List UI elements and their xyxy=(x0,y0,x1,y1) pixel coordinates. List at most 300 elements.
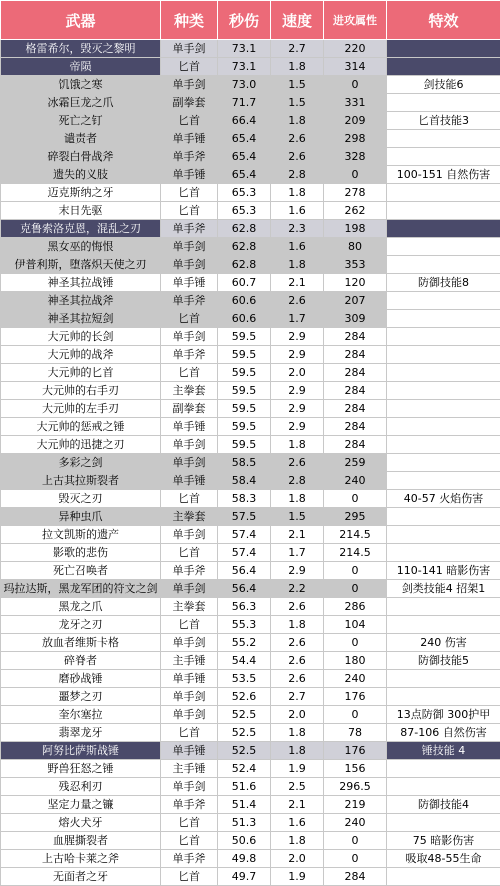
weapon-name-cell: 奎尔塞拉 xyxy=(1,706,161,724)
weapon-name-cell: 翡翠龙牙 xyxy=(1,724,161,742)
speed-cell: 1.8 xyxy=(271,256,324,274)
dps-cell: 59.5 xyxy=(218,346,271,364)
speed-cell: 1.8 xyxy=(271,832,324,850)
table-row xyxy=(1,364,500,382)
dps-cell: 65.3 xyxy=(218,202,271,220)
weapon-name-cell: 黑女巫的悔恨 xyxy=(1,238,161,256)
weapon-name-cell: 放血者维斯卡格 xyxy=(1,634,161,652)
dps-cell: 49.7 xyxy=(218,868,271,886)
dps-cell: 65.3 xyxy=(218,184,271,202)
header-attack: 进攻属性 xyxy=(324,1,387,40)
weapon-type-cell: 匕首 xyxy=(161,490,218,508)
weapon-name-cell: 坚定力量之镰 xyxy=(1,796,161,814)
weapon-name-cell: 大元帅的长剑 xyxy=(1,328,161,346)
dps-cell: 52.5 xyxy=(218,706,271,724)
table-row xyxy=(1,418,500,436)
table-row xyxy=(1,580,500,598)
weapon-name-cell: 神圣其拉战斧 xyxy=(1,292,161,310)
weapon-name-cell: 熔火犬牙 xyxy=(1,814,161,832)
table-row xyxy=(1,814,500,832)
weapon-type-cell: 单手剑 xyxy=(161,526,218,544)
speed-cell: 1.9 xyxy=(271,760,324,778)
dps-cell: 52.5 xyxy=(218,742,271,760)
weapon-name-cell: 黑龙之爪 xyxy=(1,598,161,616)
attack-cell: 176 xyxy=(324,688,387,706)
speed-cell: 1.5 xyxy=(271,76,324,94)
attack-cell: 104 xyxy=(324,616,387,634)
attack-cell: 0 xyxy=(324,562,387,580)
attack-cell: 328 xyxy=(324,148,387,166)
attack-cell: 214.5 xyxy=(324,526,387,544)
weapon-type-cell: 单手剑 xyxy=(161,454,218,472)
weapon-name-cell: 末日先驱 xyxy=(1,202,161,220)
weapon-type-cell: 单手锤 xyxy=(161,130,218,148)
dps-cell: 51.6 xyxy=(218,778,271,796)
dps-cell: 62.8 xyxy=(218,220,271,238)
weapon-type-cell: 单手剑 xyxy=(161,580,218,598)
table-row xyxy=(1,346,500,364)
speed-cell: 2.1 xyxy=(271,526,324,544)
weapon-type-cell: 匕首 xyxy=(161,364,218,382)
effect-cell: 240 伤害 xyxy=(387,634,500,652)
effect-cell xyxy=(387,544,500,562)
table-row xyxy=(1,544,500,562)
speed-cell: 2.6 xyxy=(271,130,324,148)
effect-cell xyxy=(387,688,500,706)
effect-cell xyxy=(387,184,500,202)
table-row xyxy=(1,562,500,580)
dps-cell: 73.1 xyxy=(218,40,271,58)
header-row xyxy=(1,1,500,40)
weapon-name-cell: 磨砂战锤 xyxy=(1,670,161,688)
attack-cell: 78 xyxy=(324,724,387,742)
weapon-type-cell: 单手斧 xyxy=(161,562,218,580)
speed-cell: 1.8 xyxy=(271,58,324,76)
attack-cell: 0 xyxy=(324,580,387,598)
speed-cell: 2.6 xyxy=(271,454,324,472)
effect-cell xyxy=(387,526,500,544)
dps-cell: 49.8 xyxy=(218,850,271,868)
attack-cell: 284 xyxy=(324,328,387,346)
weapon-type-cell: 单手斧 xyxy=(161,148,218,166)
dps-cell: 56.3 xyxy=(218,598,271,616)
effect-cell xyxy=(387,58,500,76)
speed-cell: 1.5 xyxy=(271,94,324,112)
attack-cell: 259 xyxy=(324,454,387,472)
dps-cell: 59.5 xyxy=(218,400,271,418)
weapon-type-cell: 单手锤 xyxy=(161,418,218,436)
attack-cell: 298 xyxy=(324,130,387,148)
weapon-name-cell: 大元帅的匕首 xyxy=(1,364,161,382)
weapon-type-cell: 单手剑 xyxy=(161,256,218,274)
attack-cell: 180 xyxy=(324,652,387,670)
effect-cell xyxy=(387,130,500,148)
dps-cell: 51.4 xyxy=(218,796,271,814)
effect-cell: 匕首技能3 xyxy=(387,112,500,130)
weapon-type-cell: 主手锤 xyxy=(161,760,218,778)
effect-cell: 40-57 火焰伤害 xyxy=(387,490,500,508)
effect-cell xyxy=(387,364,500,382)
speed-cell: 1.7 xyxy=(271,544,324,562)
attack-cell: 0 xyxy=(324,850,387,868)
speed-cell: 2.6 xyxy=(271,634,324,652)
dps-cell: 73.1 xyxy=(218,58,271,76)
effect-cell xyxy=(387,292,500,310)
effect-cell: 剑技能6 xyxy=(387,76,500,94)
effect-cell xyxy=(387,40,500,58)
dps-cell: 57.4 xyxy=(218,544,271,562)
dps-cell: 59.5 xyxy=(218,418,271,436)
speed-cell: 2.3 xyxy=(271,220,324,238)
attack-cell: 219 xyxy=(324,796,387,814)
weapon-type-cell: 单手锤 xyxy=(161,166,218,184)
table-row xyxy=(1,382,500,400)
weapon-name-cell: 无面者之牙 xyxy=(1,868,161,886)
header-effect: 特效 xyxy=(387,1,500,40)
table-row xyxy=(1,850,500,868)
table-row xyxy=(1,526,500,544)
effect-cell xyxy=(387,94,500,112)
dps-cell: 66.4 xyxy=(218,112,271,130)
effect-cell xyxy=(387,238,500,256)
weapon-type-cell: 主手锤 xyxy=(161,652,218,670)
attack-cell: 309 xyxy=(324,310,387,328)
weapon-name-cell: 大元帅的惩戒之锤 xyxy=(1,418,161,436)
dps-cell: 56.4 xyxy=(218,580,271,598)
table-row xyxy=(1,292,500,310)
effect-cell xyxy=(387,400,500,418)
effect-cell: 剑类技能4 招架1 xyxy=(387,580,500,598)
speed-cell: 1.8 xyxy=(271,742,324,760)
effect-cell xyxy=(387,202,500,220)
effect-cell xyxy=(387,670,500,688)
effect-cell xyxy=(387,328,500,346)
table-row xyxy=(1,328,500,346)
effect-cell xyxy=(387,814,500,832)
dps-cell: 62.8 xyxy=(218,256,271,274)
weapon-name-cell: 饥饿之寒 xyxy=(1,76,161,94)
table-row xyxy=(1,400,500,418)
weapon-name-cell: 死亡之钉 xyxy=(1,112,161,130)
weapon-type-cell: 单手斧 xyxy=(161,346,218,364)
weapon-type-cell: 匕首 xyxy=(161,58,218,76)
dps-cell: 60.6 xyxy=(218,292,271,310)
attack-cell: 176 xyxy=(324,742,387,760)
weapon-type-cell: 匕首 xyxy=(161,616,218,634)
weapon-name-cell: 神圣其拉战锤 xyxy=(1,274,161,292)
weapon-type-cell: 单手剑 xyxy=(161,40,218,58)
weapon-name-cell: 野兽狂怒之锤 xyxy=(1,760,161,778)
table-row xyxy=(1,220,500,238)
attack-cell: 198 xyxy=(324,220,387,238)
dps-cell: 55.2 xyxy=(218,634,271,652)
table-row xyxy=(1,652,500,670)
effect-cell xyxy=(387,616,500,634)
attack-cell: 0 xyxy=(324,634,387,652)
weapon-type-cell: 匕首 xyxy=(161,724,218,742)
dps-cell: 51.3 xyxy=(218,814,271,832)
effect-cell: 87-106 自然伤害 xyxy=(387,724,500,742)
weapon-name-cell: 大元帅的左手刃 xyxy=(1,400,161,418)
weapon-type-cell: 单手锤 xyxy=(161,670,218,688)
table-row xyxy=(1,94,500,112)
attack-cell: 240 xyxy=(324,814,387,832)
effect-cell: 防御技能4 xyxy=(387,796,500,814)
dps-cell: 59.5 xyxy=(218,328,271,346)
weapon-type-cell: 单手剑 xyxy=(161,688,218,706)
table-row xyxy=(1,184,500,202)
weapon-type-cell: 主拳套 xyxy=(161,508,218,526)
effect-cell xyxy=(387,868,500,886)
attack-cell: 156 xyxy=(324,760,387,778)
weapon-type-cell: 单手锤 xyxy=(161,742,218,760)
dps-cell: 59.5 xyxy=(218,382,271,400)
dps-cell: 52.5 xyxy=(218,724,271,742)
speed-cell: 2.6 xyxy=(271,670,324,688)
attack-cell: 80 xyxy=(324,238,387,256)
table-row xyxy=(1,436,500,454)
attack-cell: 284 xyxy=(324,868,387,886)
table-row xyxy=(1,598,500,616)
weapon-name-cell: 碎裂白骨战斧 xyxy=(1,148,161,166)
speed-cell: 1.6 xyxy=(271,814,324,832)
weapon-type-cell: 单手剑 xyxy=(161,634,218,652)
attack-cell: 284 xyxy=(324,382,387,400)
speed-cell: 1.8 xyxy=(271,184,324,202)
effect-cell xyxy=(387,256,500,274)
attack-cell: 278 xyxy=(324,184,387,202)
table-row xyxy=(1,778,500,796)
weapon-type-cell: 匕首 xyxy=(161,544,218,562)
attack-cell: 207 xyxy=(324,292,387,310)
header-weapon: 武器 xyxy=(1,1,161,40)
dps-cell: 58.4 xyxy=(218,472,271,490)
table-row xyxy=(1,310,500,328)
speed-cell: 2.9 xyxy=(271,400,324,418)
effect-cell: 110-141 暗影伤害 xyxy=(387,562,500,580)
speed-cell: 1.8 xyxy=(271,112,324,130)
attack-cell: 284 xyxy=(324,400,387,418)
attack-cell: 284 xyxy=(324,346,387,364)
speed-cell: 2.0 xyxy=(271,364,324,382)
dps-cell: 53.5 xyxy=(218,670,271,688)
speed-cell: 2.6 xyxy=(271,652,324,670)
table-row xyxy=(1,112,500,130)
speed-cell: 1.8 xyxy=(271,490,324,508)
weapon-type-cell: 匕首 xyxy=(161,868,218,886)
effect-cell xyxy=(387,760,500,778)
weapon-type-cell: 单手剑 xyxy=(161,778,218,796)
speed-cell: 2.7 xyxy=(271,40,324,58)
table-row xyxy=(1,634,500,652)
speed-cell: 2.6 xyxy=(271,598,324,616)
dps-cell: 52.4 xyxy=(218,760,271,778)
speed-cell: 1.8 xyxy=(271,616,324,634)
weapon-type-cell: 匕首 xyxy=(161,112,218,130)
weapon-type-cell: 单手剑 xyxy=(161,238,218,256)
speed-cell: 2.9 xyxy=(271,418,324,436)
effect-cell xyxy=(387,598,500,616)
weapon-name-cell: 拉文凯斯的遗产 xyxy=(1,526,161,544)
attack-cell: 240 xyxy=(324,670,387,688)
speed-cell: 2.1 xyxy=(271,274,324,292)
dps-cell: 54.4 xyxy=(218,652,271,670)
weapon-type-cell: 匕首 xyxy=(161,814,218,832)
attack-cell: 295 xyxy=(324,508,387,526)
table-row xyxy=(1,148,500,166)
effect-cell: 吸取48-55生命 xyxy=(387,850,500,868)
speed-cell: 1.9 xyxy=(271,868,324,886)
weapon-name-cell: 死亡召唤者 xyxy=(1,562,161,580)
weapon-name-cell: 神圣其拉短剑 xyxy=(1,310,161,328)
header-type: 种类 xyxy=(161,1,218,40)
speed-cell: 1.8 xyxy=(271,436,324,454)
weapon-name-cell: 噩梦之刃 xyxy=(1,688,161,706)
weapon-type-cell: 单手斧 xyxy=(161,220,218,238)
weapon-name-cell: 帝陨 xyxy=(1,58,161,76)
table-row xyxy=(1,670,500,688)
attack-cell: 286 xyxy=(324,598,387,616)
dps-cell: 58.5 xyxy=(218,454,271,472)
weapon-name-cell: 遗失的义肢 xyxy=(1,166,161,184)
effect-cell xyxy=(387,148,500,166)
effect-cell xyxy=(387,472,500,490)
speed-cell: 2.0 xyxy=(271,850,324,868)
dps-cell: 65.4 xyxy=(218,148,271,166)
speed-cell: 2.8 xyxy=(271,472,324,490)
effect-cell xyxy=(387,382,500,400)
dps-cell: 59.5 xyxy=(218,436,271,454)
table-row xyxy=(1,76,500,94)
table-row xyxy=(1,472,500,490)
table-row xyxy=(1,508,500,526)
effect-cell: 防御技能8 xyxy=(387,274,500,292)
dps-cell: 56.4 xyxy=(218,562,271,580)
effect-cell: 防御技能5 xyxy=(387,652,500,670)
attack-cell: 284 xyxy=(324,418,387,436)
speed-cell: 2.9 xyxy=(271,346,324,364)
speed-cell: 1.5 xyxy=(271,508,324,526)
speed-cell: 1.6 xyxy=(271,202,324,220)
table-row xyxy=(1,40,500,58)
weapon-name-cell: 克鲁索洛克恩，混乱之刃 xyxy=(1,220,161,238)
effect-cell: 75 暗影伤害 xyxy=(387,832,500,850)
dps-cell: 57.5 xyxy=(218,508,271,526)
dps-cell: 58.3 xyxy=(218,490,271,508)
attack-cell: 214.5 xyxy=(324,544,387,562)
table-body xyxy=(1,40,500,886)
weapon-type-cell: 单手锤 xyxy=(161,274,218,292)
weapon-name-cell: 迈克斯纳之牙 xyxy=(1,184,161,202)
header-speed: 速度 xyxy=(271,1,324,40)
weapon-type-cell: 副拳套 xyxy=(161,94,218,112)
attack-cell: 220 xyxy=(324,40,387,58)
table-row xyxy=(1,688,500,706)
table-row xyxy=(1,868,500,886)
dps-cell: 50.6 xyxy=(218,832,271,850)
weapon-name-cell: 大元帅的迅捷之刃 xyxy=(1,436,161,454)
dps-cell: 71.7 xyxy=(218,94,271,112)
attack-cell: 0 xyxy=(324,76,387,94)
table-row xyxy=(1,58,500,76)
effect-cell xyxy=(387,310,500,328)
attack-cell: 284 xyxy=(324,436,387,454)
dps-cell: 65.4 xyxy=(218,130,271,148)
attack-cell: 284 xyxy=(324,364,387,382)
weapon-name-cell: 异种虫爪 xyxy=(1,508,161,526)
dps-cell: 73.0 xyxy=(218,76,271,94)
dps-cell: 55.3 xyxy=(218,616,271,634)
table-row xyxy=(1,742,500,760)
weapon-name-cell: 格雷希尔，毁灭之黎明 xyxy=(1,40,161,58)
weapon-type-cell: 单手锤 xyxy=(161,472,218,490)
weapon-type-cell: 单手剑 xyxy=(161,76,218,94)
speed-cell: 2.5 xyxy=(271,778,324,796)
weapon-type-cell: 单手剑 xyxy=(161,436,218,454)
weapon-name-cell: 龙牙之刃 xyxy=(1,616,161,634)
dps-cell: 60.7 xyxy=(218,274,271,292)
attack-cell: 314 xyxy=(324,58,387,76)
speed-cell: 1.7 xyxy=(271,310,324,328)
table-row xyxy=(1,256,500,274)
header-dps: 秒伤 xyxy=(218,1,271,40)
speed-cell: 2.9 xyxy=(271,562,324,580)
attack-cell: 209 xyxy=(324,112,387,130)
weapon-name-cell: 大元帅的战斧 xyxy=(1,346,161,364)
weapon-type-cell: 匕首 xyxy=(161,184,218,202)
effect-cell: 100-151 自然伤害 xyxy=(387,166,500,184)
dps-cell: 52.6 xyxy=(218,688,271,706)
weapon-name-cell: 大元帅的右手刃 xyxy=(1,382,161,400)
table-row xyxy=(1,166,500,184)
weapon-type-cell: 单手剑 xyxy=(161,706,218,724)
weapon-type-cell: 单手斧 xyxy=(161,796,218,814)
dps-cell: 65.4 xyxy=(218,166,271,184)
effect-cell xyxy=(387,346,500,364)
table-row xyxy=(1,238,500,256)
weapon-name-cell: 上古其拉斯裂者 xyxy=(1,472,161,490)
effect-cell: 13点防御 300护甲 xyxy=(387,706,500,724)
attack-cell: 262 xyxy=(324,202,387,220)
effect-cell xyxy=(387,454,500,472)
attack-cell: 0 xyxy=(324,706,387,724)
effect-cell xyxy=(387,418,500,436)
weapon-name-cell: 伊普利斯，堕落炽天使之刃 xyxy=(1,256,161,274)
weapon-name-cell: 血腥撕裂者 xyxy=(1,832,161,850)
table-row xyxy=(1,706,500,724)
speed-cell: 1.8 xyxy=(271,724,324,742)
attack-cell: 120 xyxy=(324,274,387,292)
dps-cell: 62.8 xyxy=(218,238,271,256)
attack-cell: 0 xyxy=(324,832,387,850)
effect-cell xyxy=(387,220,500,238)
attack-cell: 331 xyxy=(324,94,387,112)
speed-cell: 2.8 xyxy=(271,166,324,184)
speed-cell: 2.6 xyxy=(271,292,324,310)
table-row xyxy=(1,724,500,742)
effect-cell xyxy=(387,778,500,796)
dps-cell: 60.6 xyxy=(218,310,271,328)
weapon-name-cell: 阿努比萨斯战锤 xyxy=(1,742,161,760)
weapon-name-cell: 毁灭之刃 xyxy=(1,490,161,508)
speed-cell: 2.9 xyxy=(271,328,324,346)
weapon-name-cell: 冰霜巨龙之爪 xyxy=(1,94,161,112)
table-row xyxy=(1,202,500,220)
dps-cell: 59.5 xyxy=(218,364,271,382)
weapon-name-cell: 上古哈卡莱之斧 xyxy=(1,850,161,868)
weapon-type-cell: 匕首 xyxy=(161,310,218,328)
speed-cell: 1.6 xyxy=(271,238,324,256)
